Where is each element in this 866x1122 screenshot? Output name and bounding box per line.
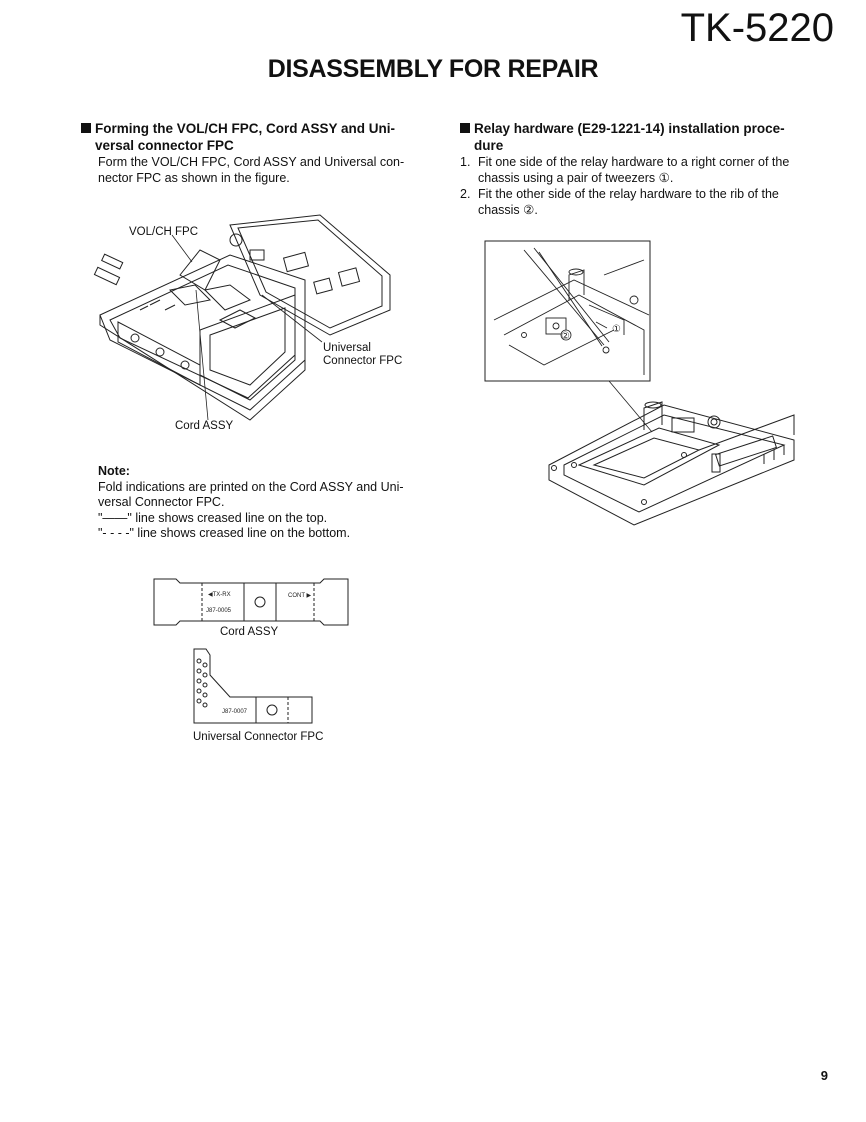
- right-heading: [460, 120, 805, 154]
- chassis-fpc-figure: [90, 210, 410, 425]
- note-line: Fold indications are printed on the Cord ASSY and Uni-: [98, 479, 404, 494]
- cord-cont-label: CONT ▶: [288, 593, 312, 599]
- universal-connector-figure: [190, 645, 320, 727]
- right-heading-line1: Relay hardware (E29-1221-14) installation proce-: [474, 121, 785, 136]
- fig-label-universal-2: Connector FPC: [323, 355, 403, 367]
- univ-part-label: J87-0007: [222, 709, 248, 715]
- fig-label-universal-1: Universal: [323, 342, 371, 354]
- step-number: 1.: [460, 155, 471, 169]
- procedure-steps: [460, 154, 805, 218]
- left-body: [98, 154, 421, 186]
- inset-mark-2: ②: [561, 331, 570, 342]
- square-bullet-icon: [460, 123, 470, 133]
- procedure-step: [460, 186, 805, 218]
- note-line: "- - - -" line shows creased line on the bottom.: [98, 526, 351, 540]
- relay-hardware-figure: [484, 240, 804, 530]
- left-body-line2: nector FPC as shown in the figure.: [98, 171, 290, 185]
- step-text-line2: chassis using a pair of tweezers ①.: [478, 171, 674, 185]
- note-line: versal Connector FPC.: [98, 495, 225, 509]
- cord-part-label: J87-0005: [206, 608, 232, 614]
- page-number: 9: [820, 1068, 828, 1083]
- right-section: [460, 120, 805, 218]
- note-heading: Note:: [98, 464, 130, 478]
- left-heading-line1: Forming the VOL/CH FPC, Cord ASSY and Uni-: [95, 121, 396, 136]
- step-text-line1: Fit one side of the relay hardware to a right corner of the: [478, 155, 790, 169]
- cord-txrx-label: ◀TX-RX: [208, 592, 231, 598]
- note-line: "——" line shows creased line on the top.: [98, 510, 328, 525]
- model-number: TK-5220: [680, 6, 834, 50]
- square-bullet-icon: [81, 123, 91, 133]
- step-number: 2.: [460, 187, 471, 201]
- note-block: [98, 464, 423, 542]
- universal-connector-caption: Universal Connector FPC: [193, 731, 324, 743]
- left-section: [81, 120, 421, 186]
- inset-mark-1: ①: [612, 324, 621, 335]
- cord-assy-caption: Cord ASSY: [220, 626, 279, 638]
- left-heading: [81, 120, 421, 154]
- procedure-step: [460, 154, 805, 186]
- left-heading-line2: versal connector FPC: [95, 138, 234, 153]
- right-heading-line2: dure: [474, 138, 504, 153]
- left-body-line1: Form the VOL/CH FPC, Cord ASSY and Universal con-: [98, 155, 405, 169]
- fig-label-volch: VOL/CH FPC: [129, 226, 199, 238]
- step-text-line2: chassis ②.: [478, 203, 538, 217]
- cord-assy-figure: [150, 575, 355, 630]
- step-text-line1: Fit the other side of the relay hardware to the rib of the: [478, 187, 779, 201]
- page-title: DISASSEMBLY FOR REPAIR: [267, 55, 599, 83]
- fig-label-cord: Cord ASSY: [175, 420, 234, 432]
